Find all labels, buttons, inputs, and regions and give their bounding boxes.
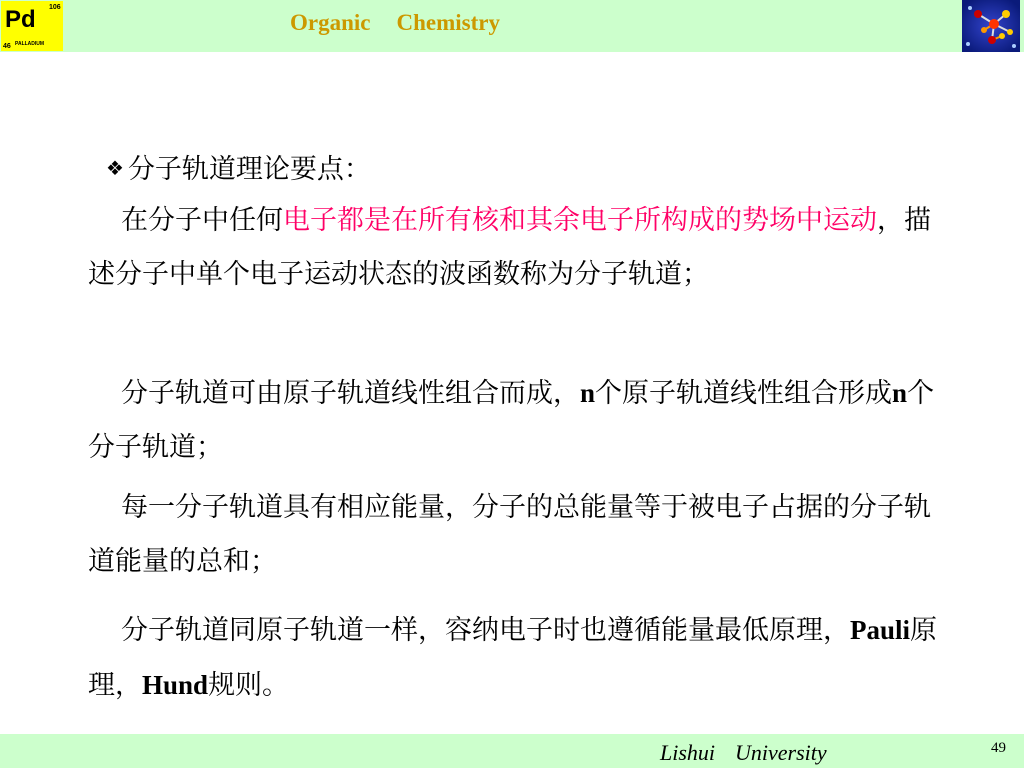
p2-n-1: n bbox=[580, 378, 596, 408]
p1-text-a: 在分子中任何 bbox=[121, 205, 283, 236]
molecule-icon bbox=[962, 0, 1020, 52]
p4-hund: Hund bbox=[142, 670, 209, 700]
element-name: PALLADIUM bbox=[15, 41, 45, 47]
paragraph-4 bbox=[88, 603, 946, 713]
p4-text-a: 分子轨道同原子轨道一样，容纳电子时也遵循能量最低原理， bbox=[121, 615, 850, 646]
university-name bbox=[660, 740, 827, 766]
p4-text-c: 规则。 bbox=[208, 670, 290, 701]
university-part-1: Lishui bbox=[660, 740, 716, 765]
p4-pauli: Pauli bbox=[850, 615, 911, 645]
diamond-bullet-icon: ❖ bbox=[106, 156, 124, 180]
slide-header-title bbox=[290, 10, 500, 35]
p1-text-b: ，描述分子中单个电子运动状态的波函数称为分子轨道； bbox=[88, 205, 931, 290]
title-organic: Organic bbox=[290, 10, 371, 35]
paragraph-3 bbox=[88, 481, 946, 589]
p2-text-b: 个原子轨道线性组合形成 bbox=[595, 378, 893, 409]
palladium-element-logo bbox=[1, 1, 63, 51]
p3-text: 每一分子轨道具有相应能量，分子的总能量等于被电子占据的分子轨道能量的总和； bbox=[88, 492, 931, 577]
header-bar bbox=[0, 0, 1024, 52]
p2-text-a: 分子轨道可由原子轨道线性组合而成， bbox=[121, 378, 580, 409]
footer-bar bbox=[0, 734, 1024, 768]
university-part-2: University bbox=[735, 740, 827, 765]
paragraph-1 bbox=[88, 194, 946, 302]
heading-text: 分子轨道理论要点： bbox=[127, 154, 371, 185]
p4-text-b: 原理， bbox=[88, 615, 938, 701]
p2-n-2: n bbox=[892, 378, 908, 408]
p2-text-c: 个分子轨道； bbox=[88, 378, 935, 463]
atomic-mass: 106 bbox=[49, 4, 61, 11]
atomic-number: 46 bbox=[3, 43, 11, 50]
p1-highlight-text: 电子都是在所有核和其余电子所构成的势场中运动 bbox=[283, 205, 877, 236]
section-heading bbox=[106, 150, 371, 188]
element-symbol: Pd bbox=[5, 6, 36, 33]
title-chemistry: Chemistry bbox=[396, 10, 500, 35]
paragraph-2 bbox=[88, 366, 946, 475]
page-number: 49 bbox=[991, 740, 1006, 756]
